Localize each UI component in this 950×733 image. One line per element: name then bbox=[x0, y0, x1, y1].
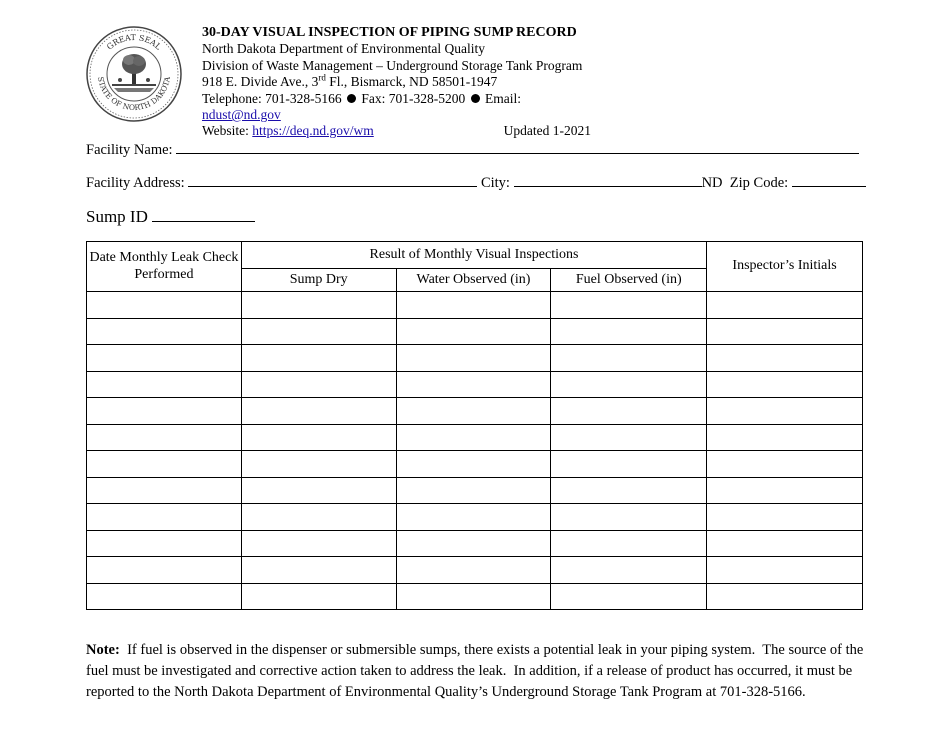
sump-id-row bbox=[86, 207, 255, 227]
telephone: Telephone: 701-328-5166 bbox=[202, 90, 342, 106]
table-row bbox=[87, 318, 863, 345]
table-row bbox=[87, 530, 863, 557]
table-cell[interactable] bbox=[87, 371, 242, 398]
table-row bbox=[87, 477, 863, 504]
table-cell[interactable] bbox=[707, 451, 863, 478]
column-header-fuel: Fuel Observed (in) bbox=[551, 269, 707, 292]
facility-address-row bbox=[86, 174, 866, 192]
table-cell[interactable] bbox=[87, 398, 242, 425]
table-cell[interactable] bbox=[551, 318, 707, 345]
sump-id-field[interactable] bbox=[152, 209, 255, 222]
table-cell[interactable] bbox=[396, 424, 551, 451]
city-label: City: bbox=[477, 175, 514, 191]
table-cell[interactable] bbox=[87, 451, 242, 478]
table-cell[interactable] bbox=[241, 530, 396, 557]
table-cell[interactable] bbox=[241, 424, 396, 451]
contact-line bbox=[202, 91, 602, 124]
table-row bbox=[87, 451, 863, 478]
table-cell[interactable] bbox=[241, 318, 396, 345]
table-cell[interactable] bbox=[707, 557, 863, 584]
table-cell[interactable] bbox=[241, 371, 396, 398]
facility-name-field[interactable] bbox=[176, 141, 859, 154]
table-cell[interactable] bbox=[396, 292, 551, 319]
table-cell[interactable] bbox=[396, 530, 551, 557]
table-cell[interactable] bbox=[396, 318, 551, 345]
column-header-date: Date Monthly Leak Check Performed bbox=[87, 242, 242, 292]
table-cell[interactable] bbox=[551, 292, 707, 319]
table-cell[interactable] bbox=[707, 424, 863, 451]
table-cell[interactable] bbox=[87, 318, 242, 345]
table-cell[interactable] bbox=[551, 583, 707, 610]
table-cell[interactable] bbox=[396, 371, 551, 398]
table-cell[interactable] bbox=[707, 318, 863, 345]
zip-field[interactable] bbox=[792, 174, 866, 187]
table-cell[interactable] bbox=[707, 477, 863, 504]
table-cell[interactable] bbox=[551, 477, 707, 504]
table-cell[interactable] bbox=[241, 345, 396, 372]
table-row bbox=[87, 583, 863, 610]
table-cell[interactable] bbox=[551, 451, 707, 478]
website-link[interactable]: https://deq.nd.gov/wm bbox=[252, 123, 374, 139]
table-cell[interactable] bbox=[396, 345, 551, 372]
table-cell[interactable] bbox=[551, 371, 707, 398]
table-row bbox=[87, 557, 863, 584]
table-cell[interactable] bbox=[87, 345, 242, 372]
table-cell[interactable] bbox=[551, 557, 707, 584]
seal-tree-icon bbox=[112, 54, 156, 92]
table-cell[interactable] bbox=[396, 583, 551, 610]
table-cell[interactable] bbox=[707, 583, 863, 610]
inspection-log-rows bbox=[87, 292, 863, 610]
column-header-sump-dry: Sump Dry bbox=[241, 269, 396, 292]
table-cell[interactable] bbox=[551, 345, 707, 372]
facility-name-row bbox=[86, 141, 859, 159]
email-label: Email: bbox=[485, 90, 522, 106]
table-cell[interactable] bbox=[241, 477, 396, 504]
table-cell[interactable] bbox=[396, 557, 551, 584]
zip-label: Zip Code: bbox=[722, 175, 792, 191]
table-row bbox=[87, 398, 863, 425]
facility-address-label: Facility Address: bbox=[86, 175, 189, 191]
table-cell[interactable] bbox=[241, 583, 396, 610]
table-cell[interactable] bbox=[396, 451, 551, 478]
table-cell[interactable] bbox=[87, 424, 242, 451]
table-cell[interactable] bbox=[396, 477, 551, 504]
group-header-results: Result of Monthly Visual Inspections bbox=[241, 242, 706, 269]
north-dakota-seal bbox=[86, 26, 182, 122]
table-cell[interactable] bbox=[551, 398, 707, 425]
column-header-water: Water Observed (in) bbox=[396, 269, 551, 292]
division-name: Division of Waste Management – Underground Storage Tank Program bbox=[202, 57, 583, 73]
inspection-log-table bbox=[86, 241, 863, 610]
email-link[interactable]: ndust@nd.gov bbox=[202, 107, 281, 123]
table-cell[interactable] bbox=[87, 583, 242, 610]
city-field[interactable] bbox=[514, 174, 702, 187]
bullet-icon bbox=[347, 94, 356, 103]
table-row bbox=[87, 345, 863, 372]
table-cell[interactable] bbox=[241, 398, 396, 425]
table-row bbox=[87, 504, 863, 531]
table-cell[interactable] bbox=[241, 451, 396, 478]
table-cell[interactable] bbox=[396, 398, 551, 425]
updated-date: Updated 1-2021 bbox=[503, 123, 591, 139]
table-cell[interactable] bbox=[707, 345, 863, 372]
table-cell[interactable] bbox=[707, 371, 863, 398]
table-cell[interactable] bbox=[707, 504, 863, 531]
table-cell[interactable] bbox=[707, 530, 863, 557]
table-cell[interactable] bbox=[551, 424, 707, 451]
table-cell[interactable] bbox=[87, 530, 242, 557]
website-label: Website: bbox=[202, 123, 253, 139]
form-title: 30-DAY VISUAL INSPECTION OF PIPING SUMP RECORD bbox=[202, 25, 577, 40]
note-paragraph bbox=[86, 640, 866, 703]
department-name: North Dakota Department of Environmental Quality bbox=[202, 41, 486, 57]
table-cell[interactable] bbox=[551, 504, 707, 531]
facility-name-label: Facility Name: bbox=[86, 142, 177, 158]
sump-id-label: Sump ID bbox=[86, 207, 153, 226]
svg-text:STATE OF NORTH DAKOTA: STATE OF NORTH DAKOTA bbox=[96, 76, 172, 113]
note-label: Note: bbox=[86, 642, 120, 658]
note-text: If fuel is observed in the dispenser or submersible sumps, there exists a potential leak in your piping system. The source of the fuel must be investigated and corrective action taken to address the leak. In addition, if a release of product has occurred, it must be reported to the North Dakota Department of Environmental Quality’s Underground Storage Tank Program at 701-328-5166. bbox=[86, 642, 867, 700]
table-cell[interactable] bbox=[241, 504, 396, 531]
mailing-address: 918 E. Divide Ave., 3rd Fl., Bismarck, ND 58501-1947 bbox=[202, 72, 498, 90]
table-cell[interactable] bbox=[241, 557, 396, 584]
table-cell[interactable] bbox=[87, 504, 242, 531]
website-line bbox=[202, 123, 591, 139]
table-cell[interactable] bbox=[707, 292, 863, 319]
table-cell[interactable] bbox=[241, 292, 396, 319]
table-row bbox=[87, 424, 863, 451]
table-cell[interactable] bbox=[87, 292, 242, 319]
bullet-icon bbox=[471, 94, 480, 103]
column-header-initials: Inspector’s Initials bbox=[707, 242, 863, 292]
table-row bbox=[87, 292, 863, 319]
header-block bbox=[202, 25, 602, 140]
table-cell[interactable] bbox=[87, 557, 242, 584]
svg-text:GREAT SEAL: GREAT SEAL bbox=[105, 32, 163, 52]
table-row bbox=[87, 371, 863, 398]
facility-address-field[interactable] bbox=[188, 174, 477, 187]
table-cell[interactable] bbox=[707, 398, 863, 425]
table-cell[interactable] bbox=[396, 504, 551, 531]
table-cell[interactable] bbox=[87, 477, 242, 504]
table-cell[interactable] bbox=[551, 530, 707, 557]
fax: Fax: 701-328-5200 bbox=[361, 90, 466, 106]
state-label: ND bbox=[701, 175, 723, 191]
